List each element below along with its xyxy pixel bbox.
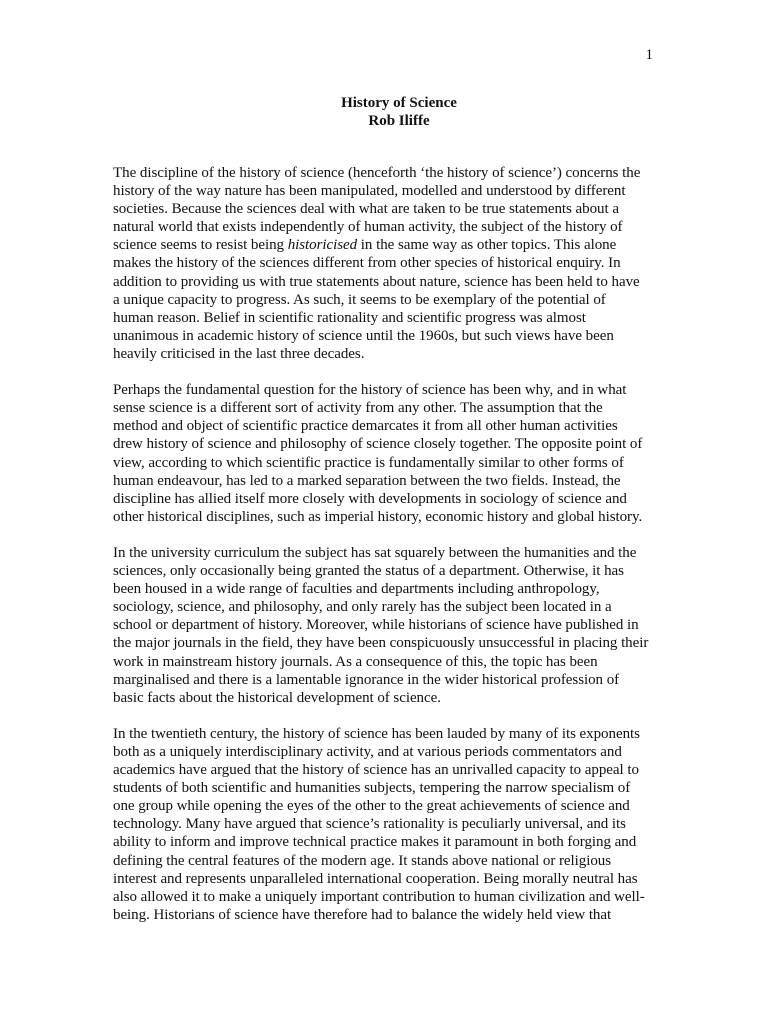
- text-line: [113, 562, 658, 580]
- text-line: [113, 345, 658, 363]
- text-segment: the major journals in the field, they have been conspicuously unsuccessful in placing their: [113, 635, 649, 652]
- text-segment: natural world that exists independently of human activity, the subject of the history of: [113, 219, 623, 236]
- text-line: [113, 399, 658, 417]
- text-segment: addition to providing us with true statements about nature, science has been held to have: [113, 273, 640, 290]
- text-segment: both as a uniquely interdisciplinary activity, and at various periods commentators and: [113, 744, 622, 760]
- text-line: [113, 472, 658, 490]
- text-segment: human endeavour, has led to a marked separation between the two fields. Instead, the: [113, 472, 621, 489]
- text-line: [113, 435, 658, 453]
- text-line: [113, 797, 658, 815]
- paragraph: [113, 725, 658, 924]
- text-line: [113, 689, 658, 707]
- document-author: Rob Iliffe: [368, 113, 430, 129]
- text-segment: technology. Many have argued that science’s rationality is peculiarly universal, and its: [113, 816, 626, 833]
- text-line: [113, 616, 658, 634]
- text-segment: societies. Because the sciences deal with what are taken to be true statements about a: [113, 201, 619, 218]
- text-segment: sciences, only occasionally being granted the status of a department. Otherwise, it has: [113, 563, 624, 580]
- text-segment: heavily criticised in the last three decades.: [113, 345, 365, 362]
- text-line: [113, 833, 658, 851]
- text-line: [113, 671, 658, 689]
- paragraph: [113, 164, 658, 363]
- text-segment: being. Historians of science have therefore had to balance the widely held view that: [113, 906, 612, 923]
- text-line: [113, 779, 658, 797]
- text-line: [113, 254, 658, 272]
- paragraph: [113, 381, 658, 526]
- text-segment: basic facts about the historical development of science.: [113, 689, 441, 706]
- text-segment: drew history of science and philosophy of science closely together. The opposite point of: [113, 436, 643, 453]
- paragraph: [113, 544, 658, 707]
- text-segment: in the same way as other topics. This alone: [357, 237, 617, 254]
- text-line: [113, 508, 658, 526]
- text-line: [113, 218, 658, 236]
- document-title: History of Science: [341, 95, 457, 111]
- italic-text: historicised: [287, 237, 358, 254]
- text-segment: sociology, science, and philosophy, and only rarely has the subject been located in a: [113, 599, 612, 616]
- text-line: [113, 309, 658, 327]
- text-line: [113, 200, 658, 218]
- text-line: [113, 634, 658, 652]
- text-segment: a unique capacity to progress. As such, it seems to be exemplary of the potential of: [113, 291, 606, 308]
- text-segment: discipline has allied itself more closely with developments in sociology of science and: [113, 490, 627, 507]
- title-block: [0, 94, 768, 130]
- text-segment: one group while opening the eyes of the other to the great achievements of science and: [113, 798, 630, 815]
- text-segment: marginalised and there is a lamentable ignorance in the wider historical profession of: [113, 671, 620, 688]
- text-line: [113, 815, 658, 833]
- text-segment: unanimous in academic history of science until the 1960s, but such views have been: [113, 327, 614, 344]
- text-segment: academics have argued that the history of science has an unrivalled capacity to appeal to: [113, 762, 639, 779]
- text-line: [113, 381, 658, 399]
- text-line: [113, 417, 658, 435]
- text-segment: Perhaps the fundamental question for the history of science has been why, and in what: [113, 382, 627, 399]
- text-line: [113, 743, 658, 761]
- text-line: [113, 725, 658, 743]
- text-segment: interest and represents unparalleled international cooperation. Being morally neutral has: [113, 870, 638, 887]
- text-segment: history of the way nature has been manipulated, modelled and understood by different: [113, 183, 626, 200]
- text-line: [113, 761, 658, 779]
- text-segment: makes the history of the sciences different from other species of historical enquiry. In: [113, 255, 621, 272]
- text-segment: In the university curriculum the subject has sat squarely between the humanities and the: [113, 544, 637, 561]
- text-line: [113, 580, 658, 598]
- text-line: [113, 273, 658, 291]
- page-number: 1: [645, 47, 653, 63]
- text-segment: other historical disciplines, such as imperial history, economic history and global history.: [113, 508, 643, 525]
- text-segment: In the twentieth century, the history of science has been lauded by many of its exponents: [113, 725, 640, 742]
- text-segment: view, according to which scientific practice is fundamentally similar to other forms of: [113, 454, 624, 471]
- text-line: [113, 653, 658, 671]
- text-line: [113, 906, 658, 924]
- text-line: [113, 598, 658, 616]
- text-line: [113, 182, 658, 200]
- text-segment: The discipline of the history of science (henceforth ‘the history of science’) concerns the: [113, 165, 641, 181]
- body-text: [113, 164, 658, 942]
- text-segment: also allowed it to make a uniquely important contribution to human civilization and well-: [113, 888, 645, 905]
- text-line: [113, 327, 658, 345]
- text-segment: ability to inform and improve technical practice makes it paramount in both forging and: [113, 834, 637, 851]
- text-segment: school or department of history. Moreover, while historians of science have published in: [113, 617, 639, 634]
- text-segment: science seems to resist being: [113, 237, 288, 254]
- text-segment: human reason. Belief in scientific rationality and scientific progress was almost: [113, 309, 586, 326]
- text-segment: defining the central features of the modern age. It stands above national or religious: [113, 852, 612, 869]
- text-line: [113, 888, 658, 906]
- text-line: [113, 291, 658, 309]
- text-line: [113, 454, 658, 472]
- text-line: [113, 490, 658, 508]
- text-segment: method and object of scientific practice demarcates it from all other human activities: [113, 418, 618, 435]
- text-line: [113, 236, 658, 254]
- text-line: [113, 544, 658, 562]
- text-line: [113, 870, 658, 888]
- text-segment: been housed in a wide range of faculties and departments including anthropology,: [113, 581, 600, 598]
- text-line: [113, 164, 658, 182]
- text-segment: students of both scientific and humanities subjects, tempering the narrow specialism of: [113, 780, 631, 797]
- text-line: [113, 852, 658, 870]
- text-segment: work in mainstream history journals. As a consequence of this, the topic has been: [113, 653, 598, 670]
- text-segment: sense science is a different sort of activity from any other. The assumption that the: [113, 400, 603, 417]
